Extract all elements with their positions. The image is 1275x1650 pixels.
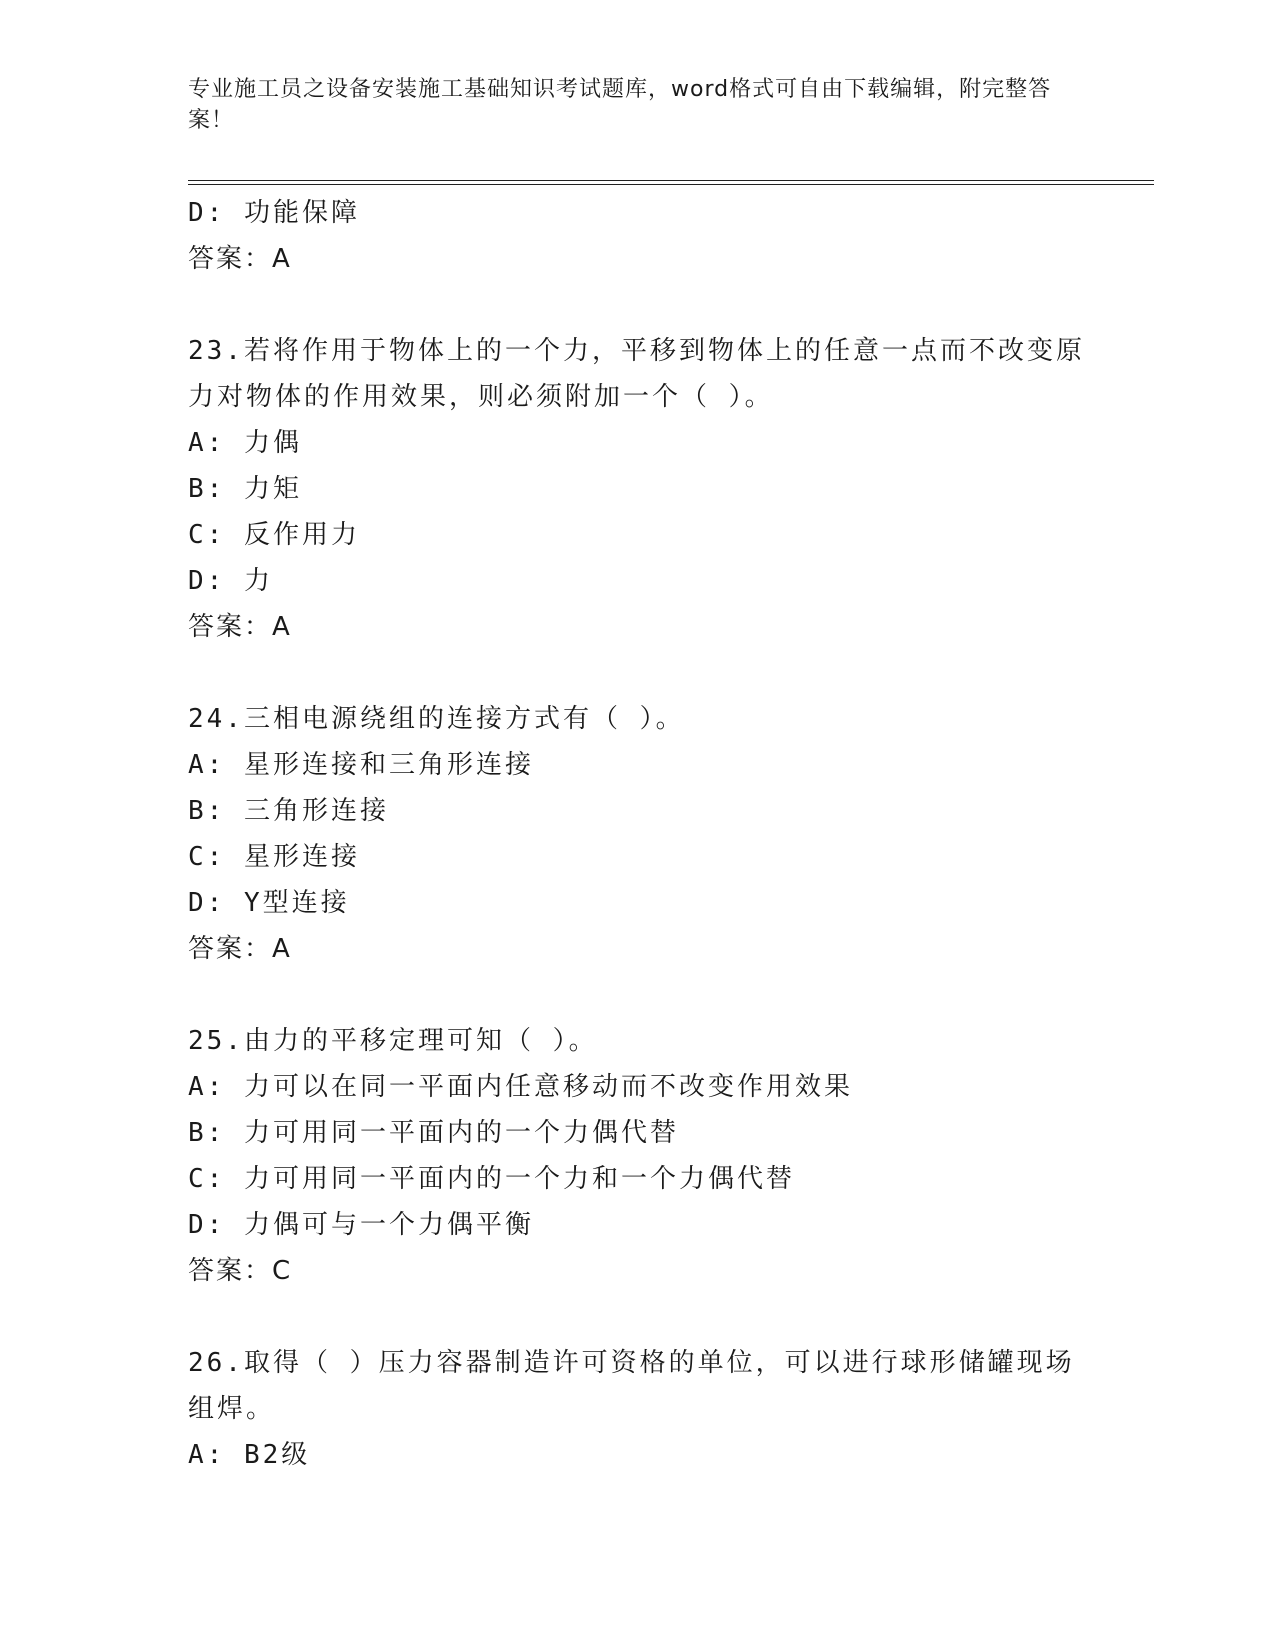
option-c: C: 星形连接 bbox=[188, 842, 360, 872]
question-stem: 25.由力的平移定理可知（ ）。 bbox=[188, 1026, 598, 1056]
option-a: A: 星形连接和三角形连接 bbox=[188, 750, 534, 780]
option-d: D: Y型连接 bbox=[188, 888, 350, 918]
header-divider-bottom bbox=[188, 184, 1154, 185]
option-b: B: 力矩 bbox=[188, 474, 302, 504]
question-list bbox=[188, 190, 1088, 1478]
option-b: B: 三角形连接 bbox=[188, 796, 389, 826]
question-25 bbox=[188, 1018, 1088, 1294]
option-a: A: B2级 bbox=[188, 1440, 311, 1470]
document-header: 专业施工员之设备安装施工基础知识考试题库，word格式可自由下载编辑，附完整答案！ bbox=[188, 77, 1052, 133]
answer-line: 答案：C bbox=[188, 1256, 293, 1286]
header-divider-top bbox=[188, 180, 1154, 181]
answer-line: 答案：A bbox=[188, 934, 292, 964]
option-a: A: 力偶 bbox=[188, 428, 302, 458]
option-c: C: 反作用力 bbox=[188, 520, 360, 550]
option-d: D: 力 bbox=[188, 566, 273, 596]
question-26 bbox=[188, 1340, 1088, 1478]
option-d: D: 功能保障 bbox=[188, 198, 360, 228]
option-b: B: 力可用同一平面内的一个力偶代替 bbox=[188, 1118, 679, 1148]
option-a: A: 力可以在同一平面内任意移动而不改变作用效果 bbox=[188, 1072, 853, 1102]
question-stem: 24.三相电源绕组的连接方式有（ ）。 bbox=[188, 704, 685, 734]
question-stem: 26.取得（ ）压力容器制造许可资格的单位，可以进行球形储罐现场组焊。 bbox=[188, 1348, 1075, 1424]
question-stem: 23.若将作用于物体上的一个力，平移到物体上的任意一点而不改变原力对物体的作用效果，则必须附加一个（ ）。 bbox=[188, 336, 1085, 412]
question-24 bbox=[188, 696, 1088, 972]
answer-line: 答案：A bbox=[188, 612, 292, 642]
answer-line: 答案：A bbox=[188, 244, 292, 274]
option-d: D: 力偶可与一个力偶平衡 bbox=[188, 1210, 534, 1240]
question-23 bbox=[188, 328, 1088, 650]
option-c: C: 力可用同一平面内的一个力和一个力偶代替 bbox=[188, 1164, 795, 1194]
